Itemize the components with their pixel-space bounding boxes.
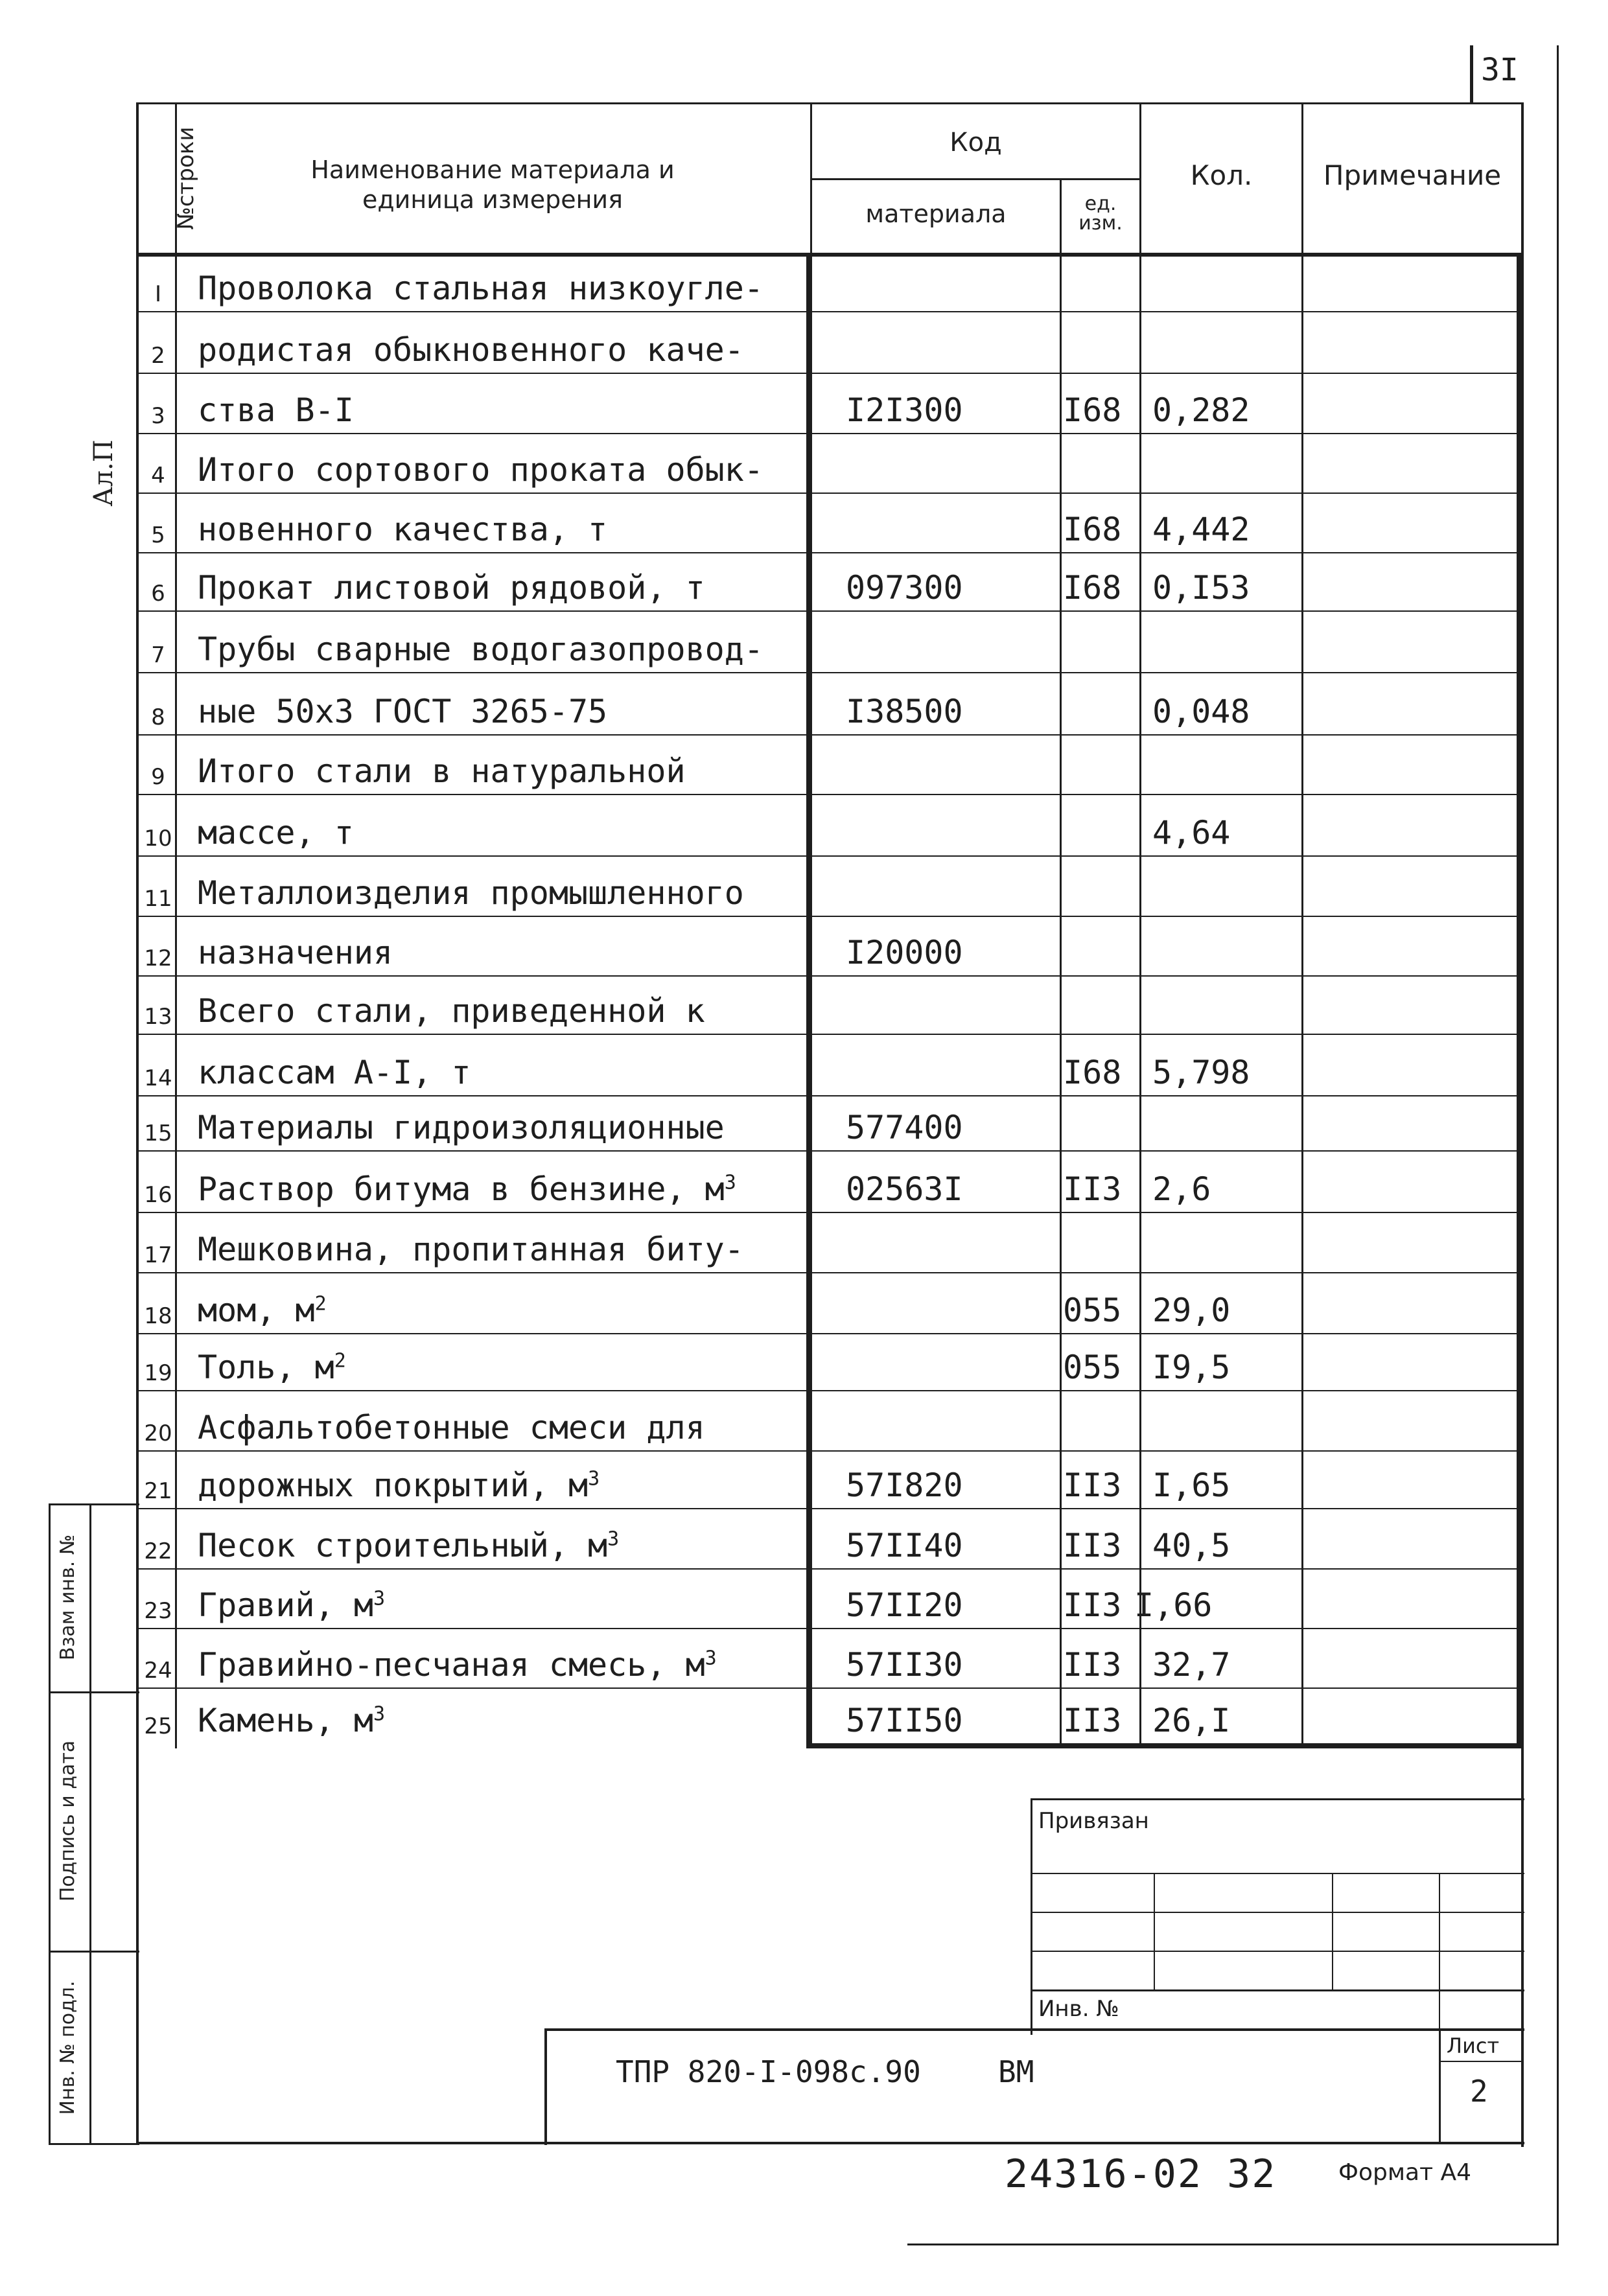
stamp-vzam: Взам инв. № [56, 1534, 79, 1661]
table-row [136, 553, 1523, 610]
stamp-inv-podl: Инв. № подл. [56, 1980, 79, 2115]
format-label: Формат А4 [1338, 2159, 1472, 2186]
table-row [136, 1096, 1523, 1150]
row-number: I [154, 281, 162, 307]
binding-label: Привязан [1038, 1808, 1149, 1834]
table-row [136, 917, 1523, 975]
quantity: 0,282 [1152, 391, 1250, 429]
row-number: 23 [144, 1598, 172, 1624]
material-name: Всего стали, приведенной к [198, 992, 705, 1030]
material-code: 57II50 [846, 1702, 963, 1739]
table-row [136, 1391, 1523, 1450]
material-code: I2I300 [846, 391, 963, 429]
table-row [136, 1509, 1523, 1568]
material-name: Прокат листовой рядовой, т [198, 569, 705, 607]
table-row [136, 1570, 1523, 1628]
row-number: 10 [144, 826, 172, 852]
side-label: Ал.П [89, 439, 119, 507]
quantity: 29,0 [1152, 1292, 1231, 1329]
quantity: I9,5 [1152, 1349, 1231, 1386]
row-number: 7 [151, 642, 165, 668]
material-name: Материалы гидроизоляционные [198, 1109, 725, 1146]
table-row [136, 312, 1523, 373]
material-name: дорожных покрытий, $м^3$ [198, 1467, 600, 1504]
material-name: Металлоизделия промышленного [198, 874, 744, 912]
material-code: I20000 [846, 934, 963, 971]
unit-code: 055 [1063, 1349, 1122, 1386]
material-name: Проволока стальная низкоугле- [198, 270, 763, 307]
table-row [136, 795, 1523, 855]
table-row [136, 673, 1523, 734]
unit-code: II3 [1063, 1527, 1122, 1564]
header-qty: Кол. [1190, 159, 1253, 191]
material-name: новенного качества, т [198, 511, 608, 548]
material-name: Раствор битума в бензине, $м^3$ [198, 1170, 736, 1208]
unit-code: I68 [1063, 391, 1122, 429]
row-number: 14 [144, 1065, 172, 1091]
material-name: Гравий, $м^3$ [198, 1586, 385, 1624]
table-row [136, 857, 1523, 916]
table-row [136, 1452, 1523, 1508]
quantity: 0,048 [1152, 693, 1250, 730]
material-code: I38500 [846, 693, 963, 730]
row-number: 11 [144, 886, 172, 912]
header-name: Наименование материала и единица измерения [310, 156, 675, 214]
quantity: 4,64 [1152, 814, 1231, 852]
header-note: Примечание [1323, 159, 1502, 191]
material-name: Толь, $м^2$ [198, 1349, 346, 1386]
row-number: 4 [151, 463, 165, 489]
table-row [136, 977, 1523, 1034]
stamp-podpis: Подпись и дата [56, 1740, 79, 1902]
table-row [136, 1273, 1523, 1333]
doc-code: ТПР 820-I-098с.90 [616, 2054, 921, 2089]
unit-code: II3 [1063, 1467, 1122, 1504]
material-name: Итого сортового проката обык- [198, 451, 763, 489]
material-name: ства В-I [198, 391, 354, 429]
material-name: классам А-I, т [198, 1054, 471, 1091]
row-number: 19 [144, 1360, 172, 1386]
material-name: назначения [198, 934, 393, 971]
material-code: 577400 [846, 1109, 963, 1146]
table-row [136, 257, 1523, 311]
table-row [136, 736, 1523, 794]
header-row-no: №строки [173, 126, 199, 230]
quantity: 2,6 [1152, 1170, 1211, 1208]
row-number: 3 [151, 403, 165, 429]
row-number: 2 [151, 343, 165, 369]
sheet-number: 2 [1470, 2074, 1488, 2109]
table-row [136, 374, 1523, 433]
unit-code: I68 [1063, 569, 1122, 607]
material-name: Камень, $м^3$ [198, 1702, 385, 1739]
page-number: 3I [1481, 52, 1519, 88]
unit-code: II3 [1063, 1586, 1122, 1624]
material-name: Гравийно-песчаная смесь, $м^3$ [198, 1646, 717, 1684]
row-number: 13 [144, 1004, 172, 1030]
table-row [136, 1213, 1523, 1272]
table-row [136, 612, 1523, 672]
material-code: 57I820 [846, 1467, 963, 1504]
material-code: 57II30 [846, 1646, 963, 1684]
quantity: 26,I [1152, 1702, 1231, 1739]
row-number: 24 [144, 1658, 172, 1684]
row-number: 17 [144, 1242, 172, 1268]
material-name: родистая обыкновенного каче- [198, 331, 744, 369]
doc-type: ВМ [998, 2054, 1034, 2089]
row-number: 8 [151, 704, 165, 730]
material-code: 57II40 [846, 1527, 963, 1564]
material-name: ные 50х3 ГОСТ 3265-75 [198, 693, 608, 730]
header-code: Код [950, 128, 1002, 157]
unit-code: I68 [1063, 1054, 1122, 1091]
table-row [136, 494, 1523, 552]
row-number: 9 [151, 764, 165, 790]
row-number: 15 [144, 1120, 172, 1146]
unit-code: II3 [1063, 1170, 1122, 1208]
quantity: 4,442 [1152, 511, 1250, 548]
archive-number: 24316-02 32 [1005, 2151, 1277, 2197]
material-name: Трубы сварные водогазопровод- [198, 631, 763, 668]
quantity: I,66 [1134, 1586, 1213, 1624]
material-name: Песок строительный, $м^3$ [198, 1527, 620, 1564]
quantity: 5,798 [1152, 1054, 1250, 1091]
material-name: мом, $м^2$ [198, 1292, 327, 1329]
material-name: Итого стали в натуральной [198, 752, 686, 790]
row-number: 6 [151, 581, 165, 607]
quantity: 32,7 [1152, 1646, 1231, 1684]
material-code: 57II20 [846, 1586, 963, 1624]
material-name: Асфальтобетонные смеси для [198, 1409, 705, 1446]
quantity: 0,I53 [1152, 569, 1250, 607]
row-number: 12 [144, 945, 172, 971]
table-row [136, 1035, 1523, 1095]
row-number: 20 [144, 1421, 172, 1446]
quantity: I,65 [1152, 1467, 1231, 1504]
material-name: массе, т [198, 814, 354, 852]
table-row [136, 1152, 1523, 1212]
table-row [136, 1334, 1523, 1390]
table-row [136, 1629, 1523, 1687]
unit-code: II3 [1063, 1702, 1122, 1739]
material-code: 02563I [846, 1170, 963, 1208]
table-row [136, 434, 1523, 493]
table-row [136, 1689, 1523, 1743]
row-number: 21 [144, 1478, 172, 1504]
header-unit: ед. изм. [1078, 192, 1123, 235]
row-number: 16 [144, 1182, 172, 1208]
row-number: 5 [151, 522, 165, 548]
material-name: Мешковина, пропитанная биту- [198, 1231, 744, 1268]
unit-code: I68 [1063, 511, 1122, 548]
binding-inv-no: Инв. № [1038, 1996, 1119, 2022]
row-number: 22 [144, 1538, 172, 1564]
unit-code: II3 [1063, 1646, 1122, 1684]
row-number: 18 [144, 1303, 172, 1329]
material-code: 097300 [846, 569, 963, 607]
quantity: 40,5 [1152, 1527, 1231, 1564]
sheet-label: Лист [1447, 2034, 1500, 2058]
row-number: 25 [144, 1713, 172, 1739]
unit-code: 055 [1063, 1292, 1122, 1329]
header-material: материала [865, 200, 1007, 228]
